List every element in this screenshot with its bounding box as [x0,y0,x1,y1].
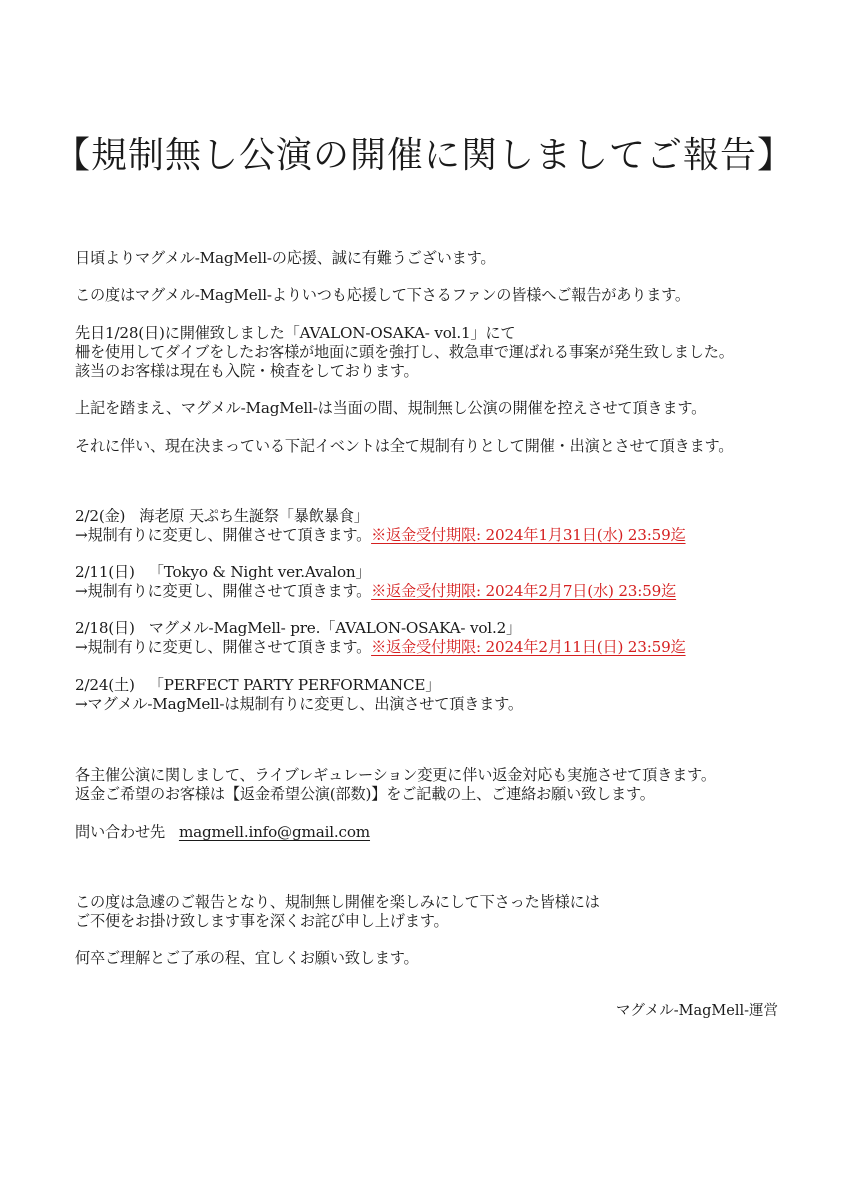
events-intro-text: それに伴い、現在決まっている下記イベントは全て規制有りとして開催・出演とさせて頂きます。 [75,437,734,455]
refund-deadline: ※返金受付期限: 2024年2月11日(日) 23:59迄 [371,638,686,656]
event-status: →マグメル-MagMell-は規制有りに変更し、出演させて頂きます。 [75,695,523,713]
page-title: 【規制無し公演の開催に関しましてご報告】 [53,135,794,176]
incident-text-line1: 先日1/28(日)に開催致しました「AVALON-OSAKA- vol.1」にて [75,324,516,342]
event-status-row [75,636,686,658]
incident-text-line2: 柵を使用してダイブをしたお客様が地面に頭を強打し、救急車で運ばれる事案が発生致しました。 [75,343,734,361]
apology-line2: ご不便をお掛け致します事を深くお詫び申し上げます。 [75,912,449,930]
event-status: →規制有りに変更し、開催させて頂きます。 [75,582,372,600]
decision-text: 上記を踏まえ、マグメル-MagMell-は当面の間、規制無し公演の開催を控えさせて頂きます。 [75,399,707,417]
event-status: →規制有りに変更し、開催させて頂きます。 [75,638,372,656]
closing-request: 何卒ご理解とご了承の程、宜しくお願い致します。 [75,949,419,967]
refund-info-line2: 返金ご希望のお客様は【返金希望公演(部数)】をご記載の上、ご連絡お願い致します。 [75,785,655,803]
refund-deadline: ※返金受付期限: 2024年1月31日(水) 23:59迄 [371,526,686,544]
event-status-row [75,580,676,602]
event-date: 2/11(日) [75,563,135,581]
greeting-text: 日頃よりマグメル-MagMell-の応援、誠に有難うございます。 [75,249,496,267]
contact-row [75,821,370,843]
incident-text-line3: 該当のお客様は現在も入院・検査をしております。 [75,362,419,380]
event-date: 2/2(金) [75,507,126,525]
event-name: マグメル-MagMell- pre.「AVALON-OSAKA- vol.2」 [148,619,522,637]
event-status-row [75,524,686,546]
event-status-row [75,693,523,715]
event-name: 「PERFECT PARTY PERFORMANCE」 [148,676,441,694]
refund-info-line1: 各主催公演に関しまして、ライブレギュレーション変更に伴い返金対応も実施させて頂きます。 [75,766,716,784]
event-name: 海老原 天ぷち生誕祭「暴飲暴食」 [139,507,369,525]
contact-email-link[interactable]: magmell.info@gmail.com [178,823,371,841]
apology-line1: この度は急遽のご報告となり、規制無し開催を楽しみにして下さった皆様には [75,893,600,911]
event-date: 2/24(土) [75,676,135,694]
signature: マグメル-MagMell-運営 [615,1003,778,1019]
event-date: 2/18(日) [75,619,135,637]
event-status: →規制有りに変更し、開催させて頂きます。 [75,526,372,544]
contact-label: 問い合わせ先 [75,823,165,841]
event-name: 「Tokyo & Night ver.Avalon」 [148,563,371,581]
notice-text: この度はマグメル-MagMell-よりいつも応援して下さるファンの皆様へご報告があります。 [75,286,690,304]
refund-deadline: ※返金受付期限: 2024年2月7日(水) 23:59迄 [371,582,677,600]
